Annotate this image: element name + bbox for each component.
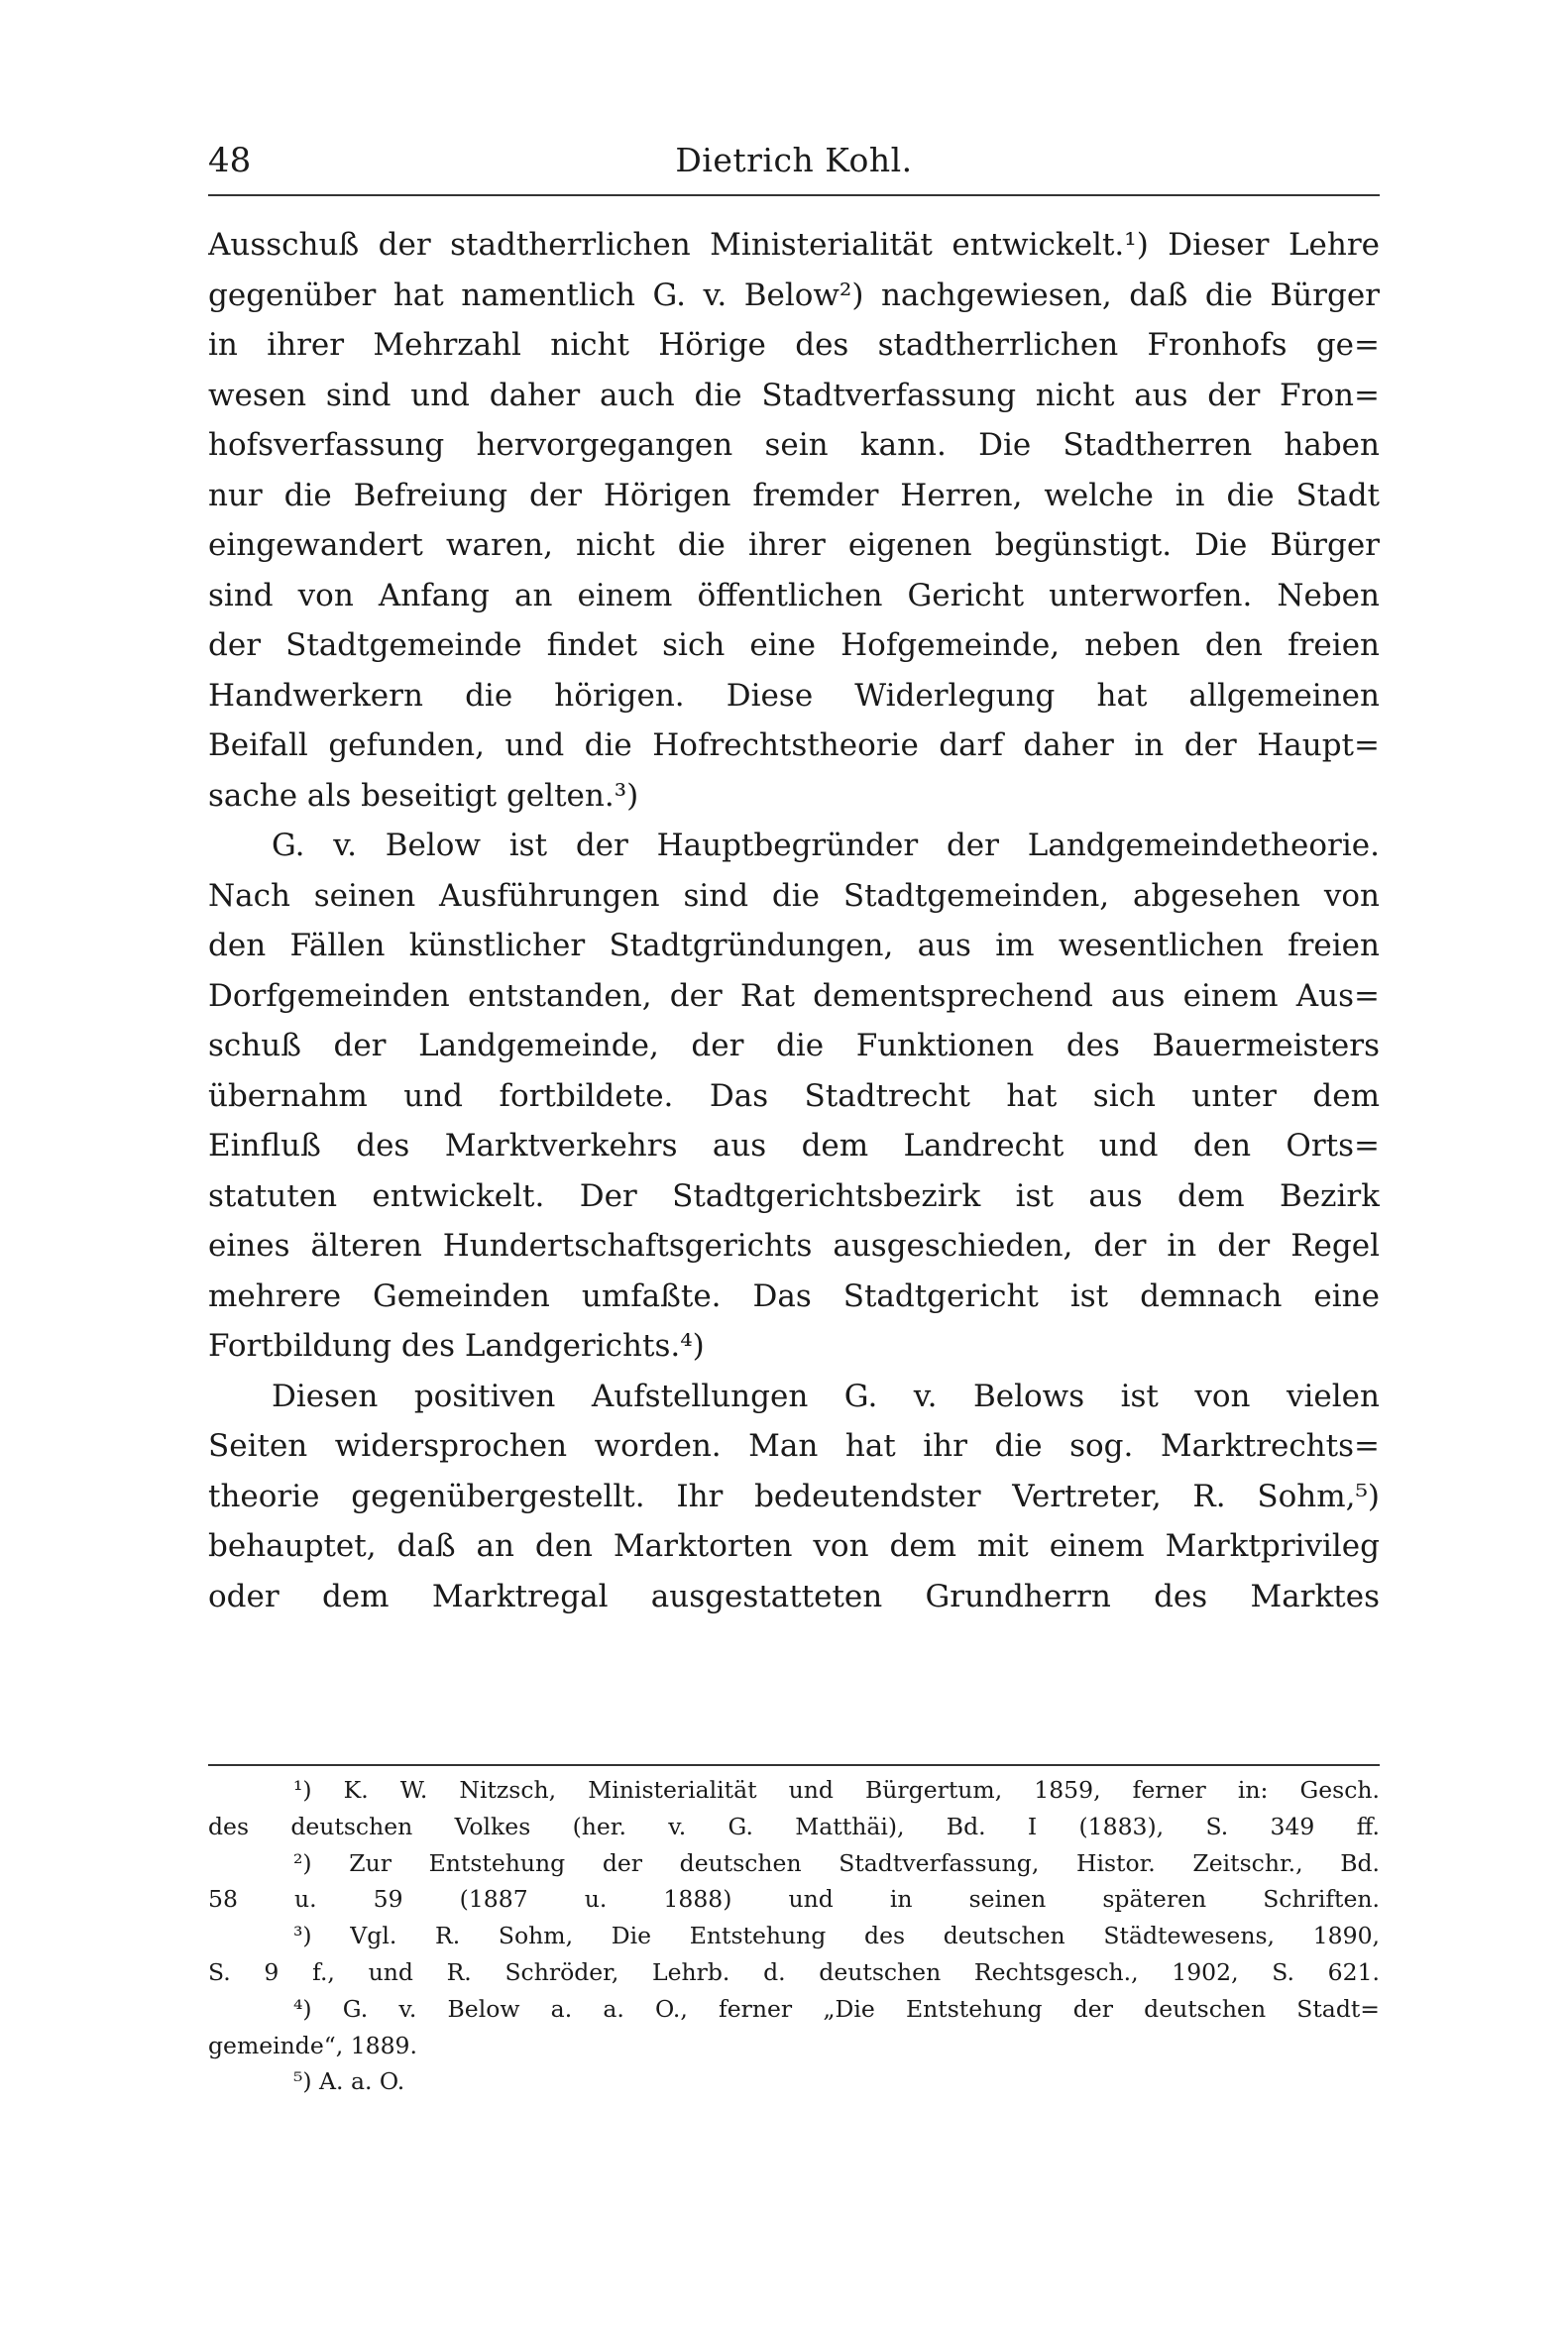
footnote-4-line: gemeinde“, 1889. xyxy=(208,2031,417,2059)
footnote-1-line: ¹) K. W. Nitzsch, Ministerialität und Bürgertum, 1859, ferner in: Gesch. xyxy=(293,1776,1380,1804)
header-rule xyxy=(208,194,1380,196)
body-line: Einfluß des Marktverkehrs aus dem Landrecht und den Orts= xyxy=(208,1128,1380,1164)
body-line: oder dem Marktregal ausgestatteten Grundherrn des Marktes xyxy=(208,1578,1380,1614)
paragraph-end-line: sache als beseitigt gelten.³) xyxy=(208,777,639,814)
body-line: theorie gegenübergestellt. Ihr bedeutendster Vertreter, R. Sohm,⁵) xyxy=(208,1478,1380,1514)
body-line: behauptet, daß an den Marktorten von dem mit einem Marktprivileg xyxy=(208,1528,1380,1564)
paragraph-end-line: Fortbildung des Landgerichts.⁴) xyxy=(208,1328,705,1364)
body-line: der Stadtgemeinde findet sich eine Hofgemeinde, neben den freien xyxy=(208,627,1380,663)
body-line: übernahm und fortbildete. Das Stadtrecht hat sich unter dem xyxy=(208,1077,1380,1114)
body-line: hofsverfassung hervorgegangen sein kann. Die Stadtherren haben xyxy=(208,427,1380,463)
body-line: wesen sind und daher auch die Stadtverfassung nicht aus der Fron= xyxy=(208,377,1380,413)
paragraph-start-line: G. v. Below ist der Hauptbegründer der Landgemeindetheorie. xyxy=(272,828,1380,863)
footnote-2-line: ²) Zur Entstehung der deutschen Stadtverfassung, Histor. Zeitschr., Bd. xyxy=(293,1848,1380,1877)
body-line: Nach seinen Ausführungen sind die Stadtgemeinden, abgesehen von xyxy=(208,877,1380,914)
body-line: schuß der Landgemeinde, der die Funktionen des Bauermeisters xyxy=(208,1028,1380,1063)
footnote-1-line: des deutschen Volkes (her. v. G. Matthäi), Bd. I (1883), S. 349 ff. xyxy=(208,1812,1380,1840)
paragraph-start-line: Diesen positiven Aufstellungen G. v. Belows ist von vielen xyxy=(272,1378,1380,1414)
body-line: sind von Anfang an einem öffentlichen Gericht unterworfen. Neben xyxy=(208,577,1380,613)
footnote-rule xyxy=(208,1764,1380,1766)
page-header xyxy=(208,141,1380,190)
page-number: 48 xyxy=(208,141,252,180)
body-line: Handwerkern die hörigen. Diese Widerlegung hat allgemeinen xyxy=(208,677,1380,714)
body-line: mehrere Gemeinden umfaßte. Das Stadtgericht ist demnach eine xyxy=(208,1277,1380,1314)
body-line: eingewandert waren, nicht die ihrer eigenen begünstigt. Die Bürger xyxy=(208,527,1380,563)
body-line: nur die Befreiung der Hörigen fremder Herren, welche in die Stadt xyxy=(208,477,1380,513)
body-line: in ihrer Mehrzahl nicht Hörige des stadtherrlichen Fronhofs ge= xyxy=(208,327,1380,363)
body-line: Beifall gefunden, und die Hofrechtstheorie darf daher in der Haupt= xyxy=(208,727,1380,763)
body-text xyxy=(208,220,1380,1621)
running-head: Dietrich Kohl. xyxy=(675,141,913,179)
body-line: Seiten widersprochen worden. Man hat ihr die sog. Marktrechts= xyxy=(208,1428,1380,1464)
body-line: Ausschuß der stadtherrlichen Ministerialität entwickelt.¹) Dieser Lehre xyxy=(208,227,1380,263)
body-line: den Fällen künstlicher Stadtgründungen, aus im wesentlichen freien xyxy=(208,928,1380,963)
footnotes xyxy=(208,1772,1380,2100)
body-line: gegenüber hat namentlich G. v. Below²) nachgewiesen, daß die Bürger xyxy=(208,277,1380,313)
footnote-5-line: ⁵) A. a. O. xyxy=(293,2067,405,2096)
footnote-3-line: S. 9 f., und R. Schröder, Lehrb. d. deutschen Rechtsgesch., 1902, S. 621. xyxy=(208,1957,1380,1986)
footnote-2-line: 58 u. 59 (1887 u. 1888) und in seinen späteren Schriften. xyxy=(208,1885,1380,1914)
body-line: eines älteren Hundertschaftsgerichts ausgeschieden, der in der Regel xyxy=(208,1228,1380,1264)
footnote-4-line: ⁴) G. v. Below a. a. O., ferner „Die Entstehung der deutschen Stadt= xyxy=(293,1994,1380,2023)
body-line: Dorfgemeinden entstanden, der Rat dementsprechend aus einem Aus= xyxy=(208,977,1380,1014)
footnote-3-line: ³) Vgl. R. Sohm, Die Entstehung des deutschen Städtewesens, 1890, xyxy=(293,1922,1380,1950)
body-line: statuten entwickelt. Der Stadtgerichtsbezirk ist aus dem Bezirk xyxy=(208,1177,1380,1214)
